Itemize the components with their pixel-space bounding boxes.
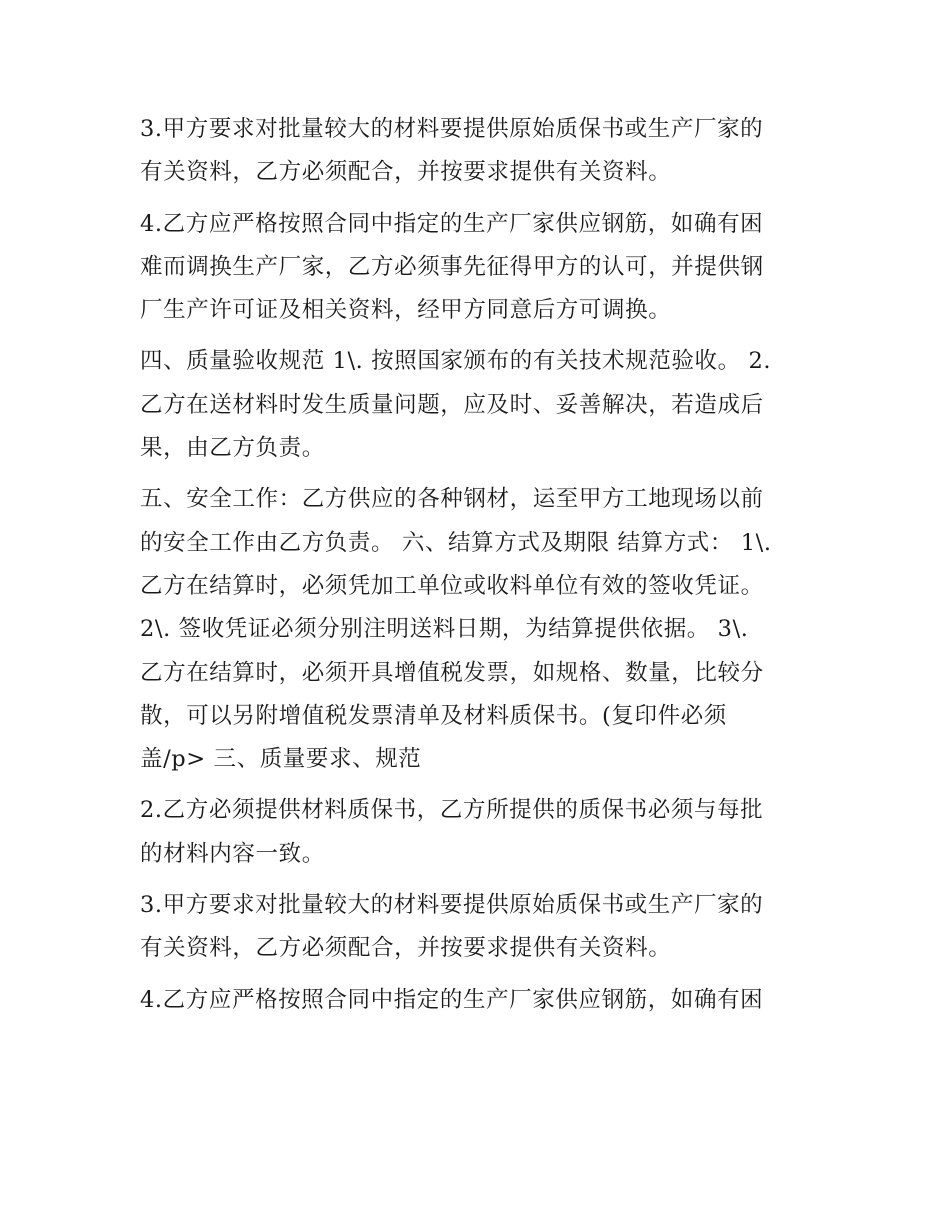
- document-body: [140, 108, 830, 1030]
- paragraph-safety-settlement: [140, 478, 830, 781]
- text-line: 乙方在结算时，必须开具增值税发票，如规格、数量，比较分: [140, 659, 764, 686]
- text-line: 2\. 签收凭证必须分别注明送料日期，为结算提供依据。 3\.: [140, 616, 749, 643]
- text-line: 的材料内容一致。: [140, 840, 325, 867]
- text-line: 2.乙方必须提供材料质保书，乙方所提供的质保书必须与每批: [140, 797, 764, 824]
- paragraph-material-certificate: [140, 108, 830, 195]
- text-line: 盖/p> 三、质量要求、规范: [140, 746, 422, 773]
- text-line: 难而调换生产厂家，乙方必须事先征得甲方的认可，并提供钢: [140, 253, 764, 280]
- text-line: 果，由乙方负责。: [140, 435, 325, 462]
- paragraph-manufacturer-supply: [140, 203, 830, 333]
- text-line: 四、质量验收规范 1\. 按照国家颁布的有关技术规范验收。 2.: [140, 348, 772, 375]
- text-line: 3.甲方要求对批量较大的材料要提供原始质保书或生产厂家的: [140, 116, 764, 142]
- text-line: 的安全工作由乙方负责。 六、结算方式及期限 结算方式： 1\.: [140, 529, 772, 556]
- text-line: 3.甲方要求对批量较大的材料要提供原始质保书或生产厂家的: [140, 892, 764, 919]
- text-line: 4.乙方应严格按照合同中指定的生产厂家供应钢筋，如确有困: [140, 986, 764, 1013]
- paragraph-manufacturer-supply-repeat: [140, 979, 830, 1022]
- paragraph-quality-acceptance: [140, 340, 830, 470]
- text-line: 乙方在送材料时发生质量问题，应及时、妥善解决，若造成后: [140, 391, 764, 418]
- paragraph-quality-certificate: [140, 789, 830, 876]
- paragraph-material-certificate-repeat: [140, 884, 830, 971]
- text-line: 厂生产许可证及相关资料，经甲方同意后方可调换。: [140, 297, 672, 324]
- text-line: 乙方在结算时，必须凭加工单位或收料单位有效的签收凭证。: [140, 572, 764, 599]
- text-line: 五、安全工作：乙方供应的各种钢材，运至甲方工地现场以前: [140, 486, 764, 513]
- text-line: 有关资料，乙方必须配合，并按要求提供有关资料。: [140, 159, 672, 186]
- text-line: 散，可以另附增值税发票清单及材料质保书。(复印件必须: [140, 702, 727, 729]
- text-line: 有关资料，乙方必须配合，并按要求提供有关资料。: [140, 935, 672, 962]
- text-line: 4.乙方应严格按照合同中指定的生产厂家供应钢筋，如确有困: [140, 210, 764, 237]
